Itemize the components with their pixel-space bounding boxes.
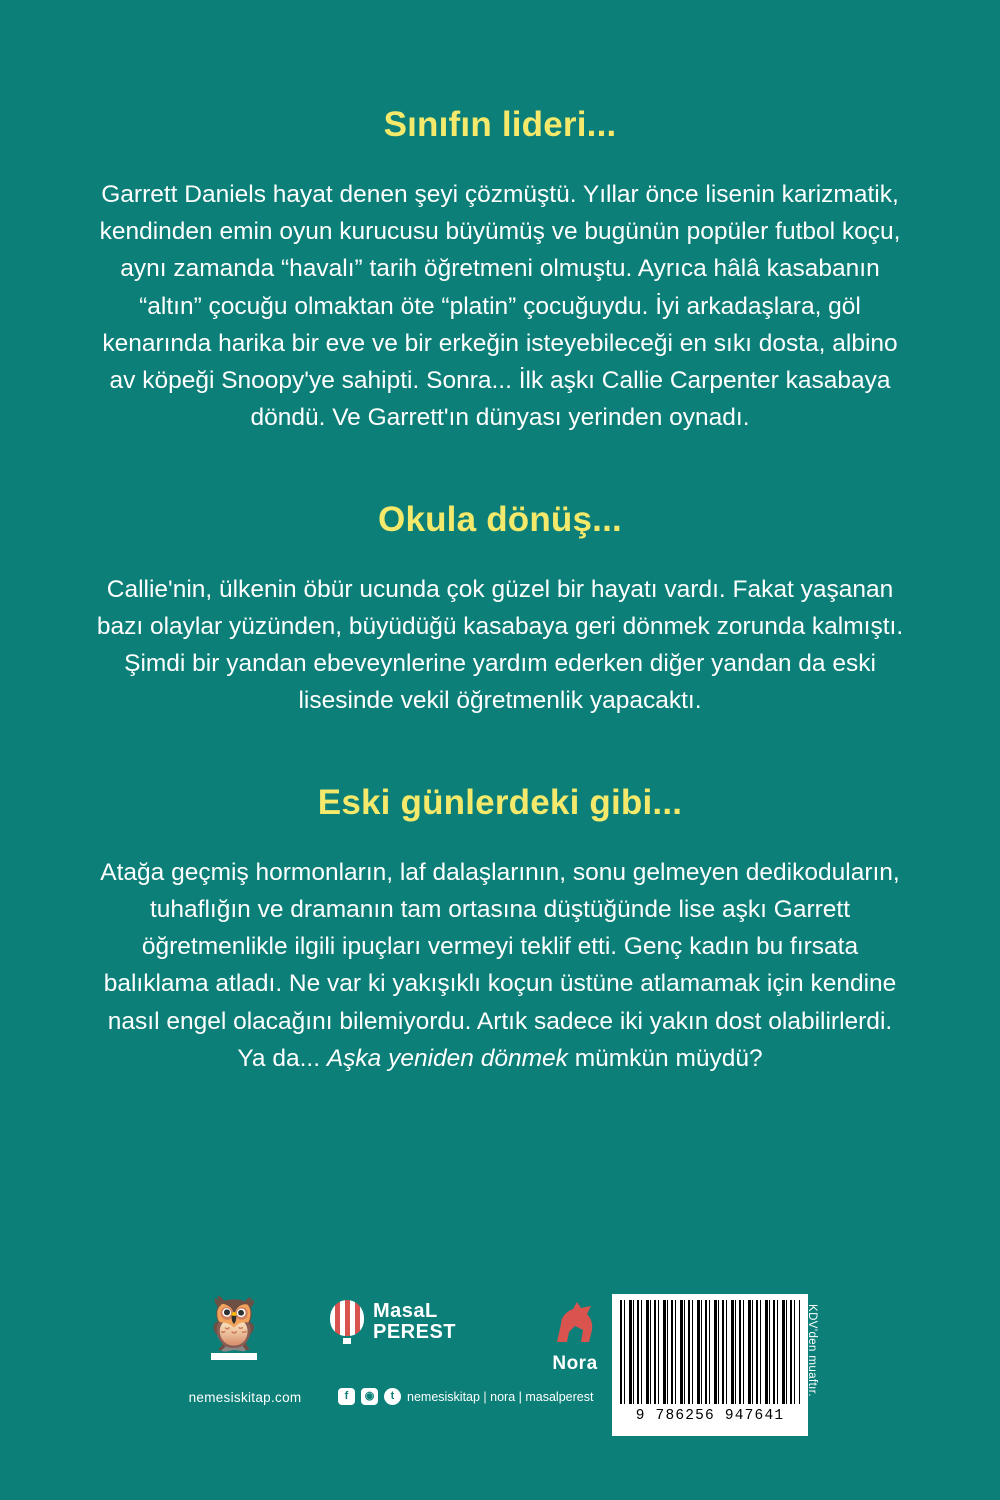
social-handles: nemesiskitap | nora | masalperest [407, 1389, 594, 1404]
masal-perest-line2: PEREST [373, 1321, 457, 1343]
section-class-leader [96, 0, 904, 437]
balloon-basket [343, 1338, 351, 1344]
section-heading: Okula dönüş... [378, 499, 622, 539]
section-heading: Sınıfın lideri... [383, 105, 617, 144]
body-text-part2: mümkün müydü? [567, 1044, 763, 1072]
footer [0, 1295, 1000, 1438]
section-back-to-school [96, 437, 904, 720]
body-text-italic: Aşka yeniden dönmek [326, 1044, 568, 1072]
nora-horse-icon [547, 1298, 603, 1344]
masal-perest-logo [330, 1300, 456, 1344]
kdv-note: KDV'den muaftır. [806, 1304, 818, 1397]
barcode [612, 1294, 808, 1436]
owl-logo-base [211, 1353, 257, 1360]
barcode-digits: 9 786256 947641 [635, 1408, 785, 1424]
barcode-bars [620, 1300, 800, 1404]
owl-icon: 🦉 [201, 1295, 267, 1353]
section-body: Garrett Daniels hayat denen şeyi çözmüştü. Yıllar önce lisenin karizmatik, kendinden emin oyun kurucusu büyümüş ve bugünün popüler futbol koçu, aynı zamanda “havalı” tarih öğretmeni olmuştu. Ayrıca hâlâ kasabanın “altın” çocuğu olmaktan öte “platin” çocuğuydu. İyi arkadaşlara, göl kenarında harika bir eve ve bir erkeğin isteyebileceği en sıkı dosta, albino av köpeği Snoopy'ye sahipti. Sonra... İlk aşkı Callie Carpenter kasabaya döndü. Ve Garrett'ın dünyası yerinden oynadı. [99, 181, 901, 432]
twitter-icon[interactable]: t [384, 1388, 401, 1405]
nemesis-owl-logo [186, 1295, 282, 1360]
hot-air-balloon-icon [330, 1300, 364, 1344]
masal-perest-wordmark [373, 1301, 456, 1342]
section-like-old-days [96, 720, 904, 1077]
masal-perest-line1: MasaL [373, 1300, 438, 1323]
nora-logo [530, 1298, 620, 1375]
instagram-icon[interactable]: ◉ [361, 1388, 378, 1405]
facebook-icon[interactable]: f [338, 1388, 355, 1405]
section-body: Callie'nin, ülkenin öbür ucunda çok güzel bir hayatı vardı. Fakat yaşanan bazı olaylar yüzünden, büyüdüğü kasabaya geri dönmek zorunda kalmıştı. Şimdi bir yandan ebeveynlerine yardım ederken diğer yandan da eski lisesinde vekil öğretmenlik yapacaktı. [96, 575, 904, 715]
balloon-envelope [330, 1300, 364, 1336]
website-url[interactable]: nemesiskitap.com [188, 1390, 302, 1405]
nora-wordmark: Nora [552, 1353, 598, 1374]
section-heading: Eski günlerdeki gibi... [317, 782, 683, 822]
section-body [96, 824, 904, 1077]
body-text-part1: Atağa geçmiş hormonların, laf dalaşlarının, sonu gelmeyen dedikoduların, tuhaflığın ve dramanın tam ortasına düştüğünde lise aşkı Garrett öğretmenlikle ilgili ipuçları vermeyi teklif etti. Genç kadın bu fırsata balıklama atladı. Ne var ki yakışıklı koçun üstüne atlamamak için kendine nasıl engel olacağını bilemiyordu. Artık sadece iki yakın dost olabilirlerdi. Ya da... [100, 858, 900, 1072]
social-links [338, 1388, 593, 1405]
